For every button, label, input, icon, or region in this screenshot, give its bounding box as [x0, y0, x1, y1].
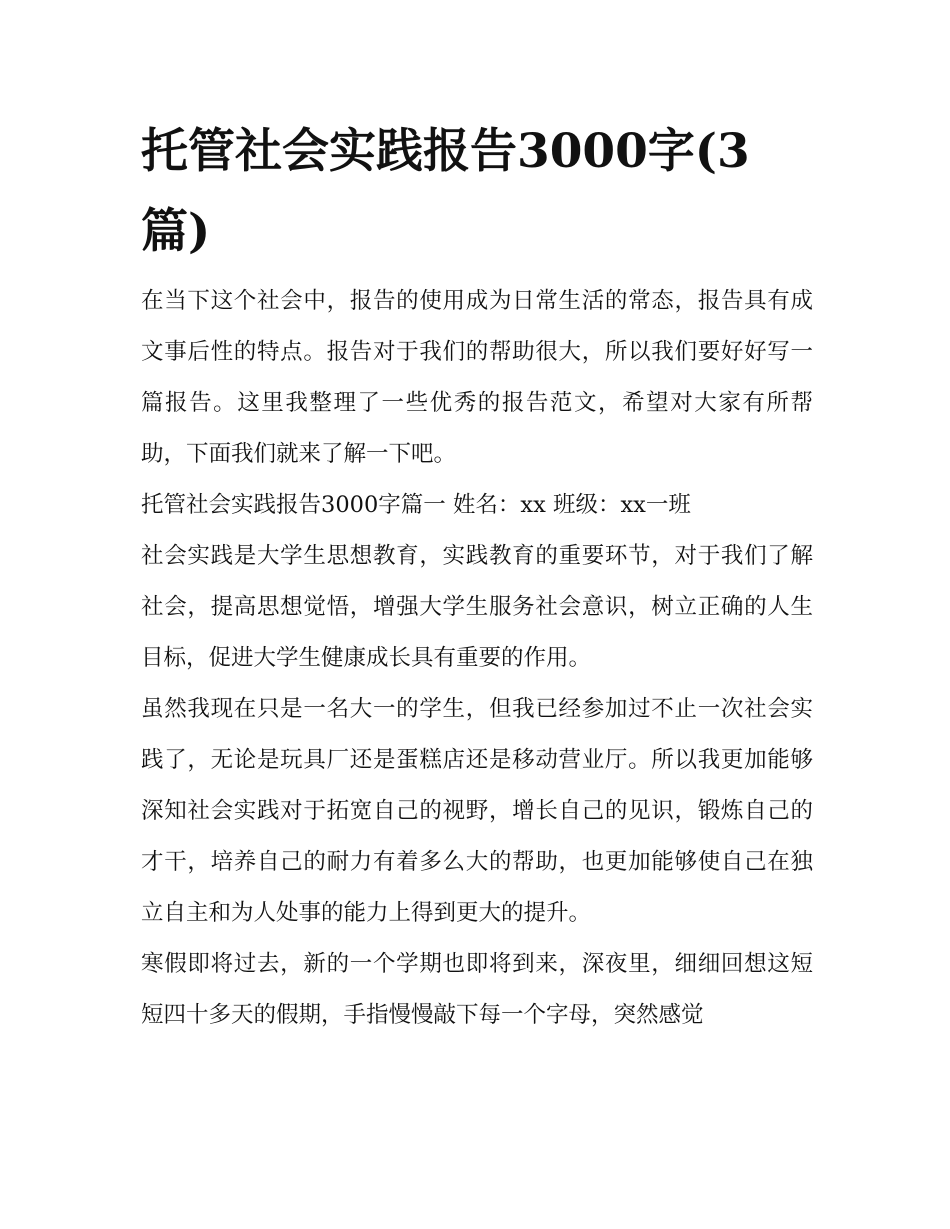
body-paragraph: 寒假即将过去，新的一个学期也即将到来，深夜里，细细回想这短短四十多天的假期，手指慢慢敲下每一个字母，突然感觉 [141, 951, 813, 1028]
document-body [141, 276, 813, 1041]
document-title: 托管社会实践报告3000字(3篇) [141, 124, 750, 259]
body-paragraph: 虽然我现在只是一名大一的学生，但我已经参加过不止一次社会实践了，无论是玩具厂还是蛋糕店还是移动营业厅。所以我更加能够深知社会实践对于拓宽自己的视野，增长自己的见识，锻炼自己的才干，培养自己的耐力有着多么大的帮助，也更加能够使自己在独立自主和为人处事的能力上得到更大的提升。 [141, 696, 813, 926]
body-paragraph: 社会实践是大学生思想教育，实践教育的重要环节，对于我们了解社会，提高思想觉悟，增强大学生服务社会意识，树立正确的人生目标，促进大学生健康成长具有重要的作用。 [141, 543, 813, 671]
section-heading-line: 托管社会实践报告3000字篇一 姓名：xx 班级：xx一班 [141, 492, 691, 518]
intro-paragraph: 在当下这个社会中，报告的使用成为日常生活的常态，报告具有成文事后性的特点。报告对于我们的帮助很大，所以我们要好好写一篇报告。这里我整理了一些优秀的报告范文，希望对大家有所帮助，下面我们就来了解一下吧。 [141, 288, 813, 467]
